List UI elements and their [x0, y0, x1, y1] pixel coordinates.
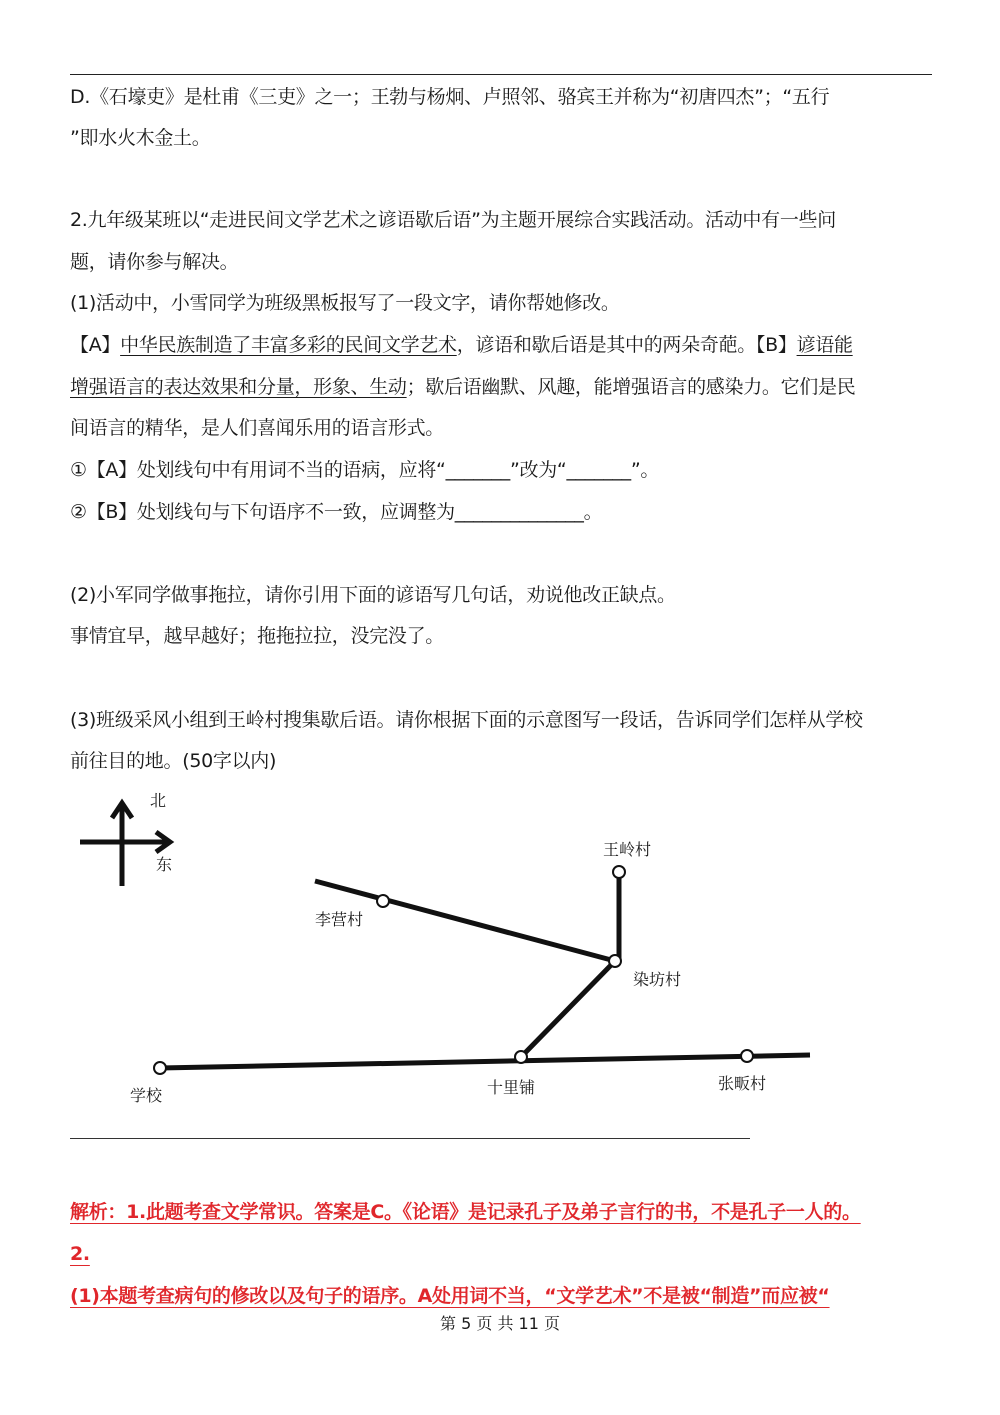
analysis-line3: (1)本题考查病句的修改以及句子的语序。A处用词不当，“文学艺术”不是被“制造”而应被“ [70, 1285, 830, 1307]
mark-a: 【A】 [70, 334, 121, 356]
sentence-b-underlined-start: 谚语能 [796, 334, 853, 356]
option-d-line1: D.《石壕吏》是杜甫《三吏》之一；王勃与杨炯、卢照邻、骆宾王并称为“初唐四杰”；“五行 [70, 86, 830, 108]
sub-question-1: ①【A】处划线句中有用词不当的语病，应将“_______”改为“_______”。 [70, 459, 660, 481]
place-ranfang: 染坊村 [633, 970, 682, 989]
option-d-line2: ”即水火木金土。 [70, 127, 211, 149]
part1-title: (1)活动中，小雪同学为班级黑板报写了一段文字，请你帮她修改。 [70, 292, 620, 314]
part3-line1: (3)班级采风小组到王岭村搜集歇后语。请你根据下面的示意图写一段话，告诉同学们怎样从学校 [70, 709, 863, 731]
question2-intro1: 2.九年级某班以“走进民间文学艺术之谚语歇后语”为主题开展综合实践活动。活动中有一些问 [70, 209, 836, 231]
passage-line3: 间语言的精华，是人们喜闻乐用的语言形式。 [70, 417, 445, 439]
roads [160, 872, 810, 1068]
node-liying [377, 895, 389, 907]
node-wangling [613, 866, 625, 878]
part3-line2: 前往目的地。(50字以内) [70, 750, 277, 772]
place-liying: 李营村 [315, 910, 364, 929]
place-shilipu: 十里铺 [487, 1078, 536, 1097]
passage-line2-rest: ；歇后语幽默、风趣，能增强语言的感染力。它们是民 [406, 376, 856, 398]
part2-proverb: 事情宜早，越早越好；拖拖拉拉，没完没了。 [70, 625, 445, 647]
place-school: 学校 [130, 1086, 163, 1105]
sentence-b-underlined: 增强语言的表达效果和分量，形象、生动 [70, 376, 407, 398]
node-shilipu [515, 1051, 527, 1063]
east-label: 东 [156, 855, 173, 874]
sub-question-2: ②【B】处划线句与下句语序不一致，应调整为______________。 [70, 501, 603, 523]
part2-title: (2)小军同学做事拖拉，请你引用下面的谚语写几句话，劝说他改正缺点。 [70, 584, 676, 606]
node-zhangfan [741, 1050, 753, 1062]
place-wangling: 王岭村 [603, 840, 652, 859]
analysis-line1: 解析：1.此题考查文学常识。答案是C。《论语》是记录孔子及弟子言行的书，不是孔子一人的。 [70, 1201, 861, 1223]
node-school [154, 1062, 166, 1074]
place-zhangfan: 张畈村 [718, 1074, 767, 1093]
road-school-zhangfan [160, 1055, 810, 1068]
passage-a-rest: ，谚语和歇后语是其中的两朵奇葩。【B】 [456, 334, 797, 356]
answer-line [70, 1138, 750, 1139]
sentence-a-underlined: 中华民族制造了丰富多彩的民间文学艺术 [120, 334, 457, 356]
node-ranfang [609, 955, 621, 967]
road-shilipu-ranfang [521, 961, 615, 1057]
north-label: 北 [150, 791, 167, 810]
page-footer: 第 5 页 共 11 页 [440, 1314, 560, 1333]
question2-intro2: 题，请你参与解决。 [70, 251, 239, 273]
analysis-line2: 2. [70, 1243, 90, 1265]
